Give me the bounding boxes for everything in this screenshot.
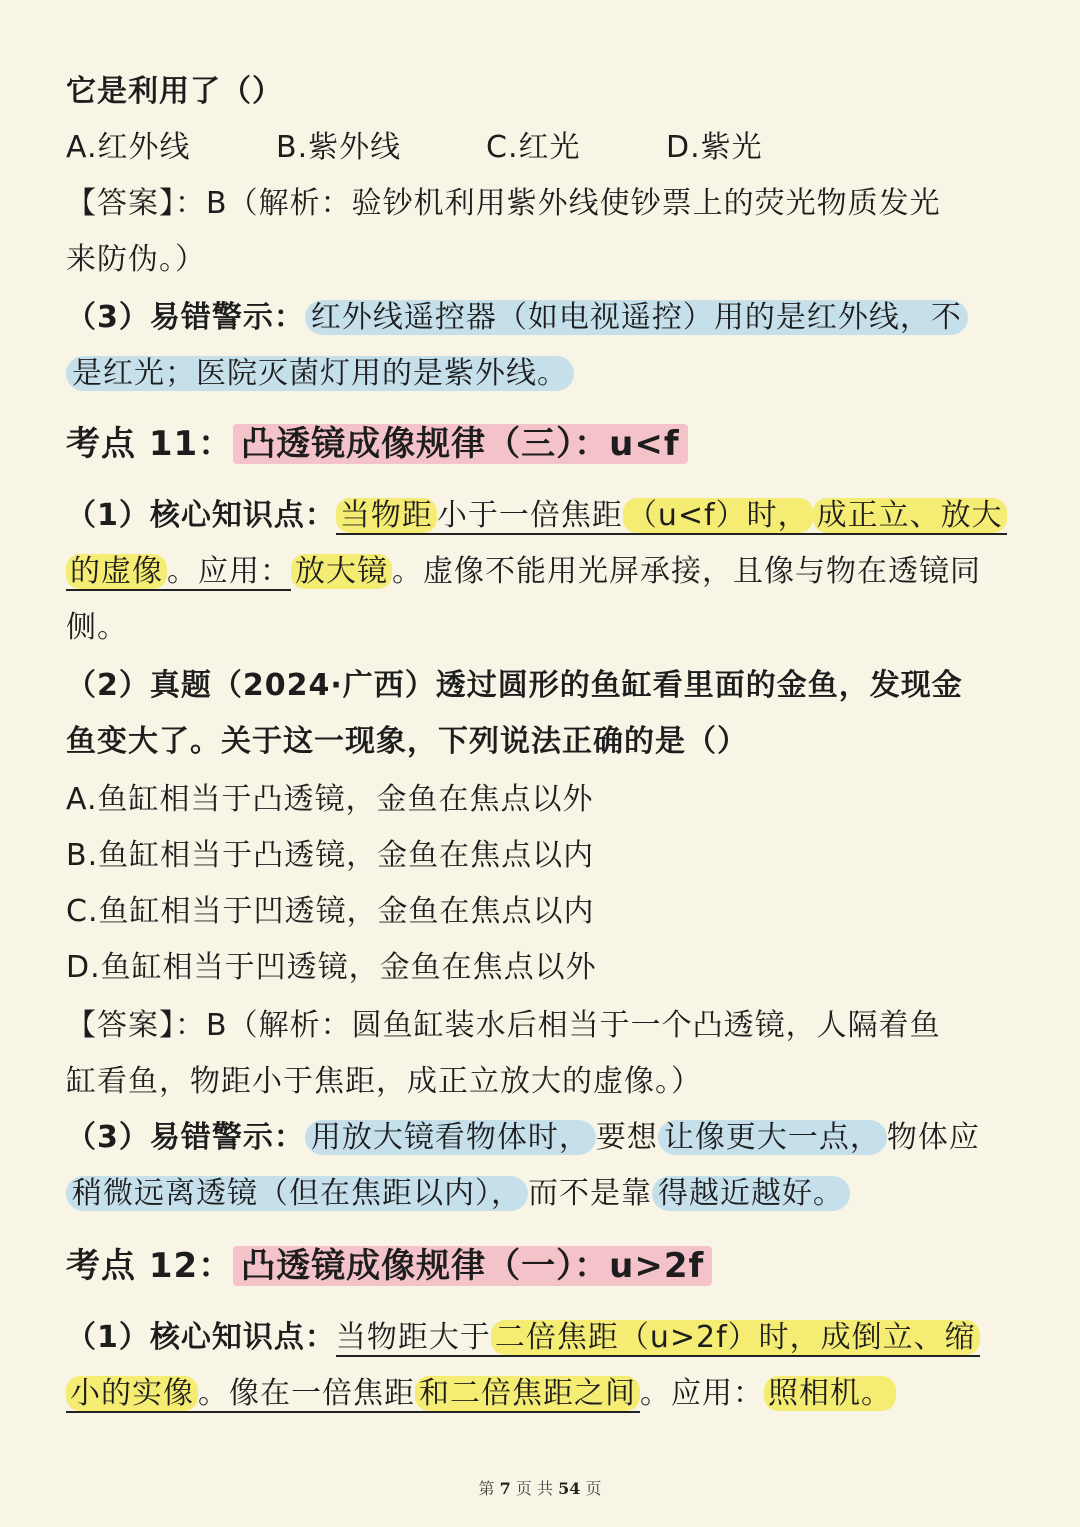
point11-option-c: C.鱼缸相当于凹透镜，金鱼在焦点以内 — [66, 894, 595, 929]
point12-heading — [66, 1246, 1016, 1286]
point12-core-label: （1）核心知识点： — [66, 1320, 336, 1355]
footer-suffix: 页 — [585, 1479, 602, 1498]
point11-core-part7: 放大镜 — [291, 554, 392, 589]
point11-core-part3: （u<f）时， — [623, 498, 813, 533]
point11-exam-line1: （2）真题（2024·广西）透过圆形的鱼缸看里面的金鱼，发现金 — [66, 668, 963, 703]
q1-option-b: B.紫外线 — [276, 130, 402, 165]
q1-options — [66, 128, 1016, 168]
point12-heading-title: 凸透镜成像规律（一）：u>2f — [233, 1246, 712, 1286]
point11-warning-line2 — [66, 1174, 1016, 1214]
point11-core-part5: 的虚像 — [66, 554, 167, 589]
point12-heading-prefix: 考点 12： — [66, 1246, 234, 1286]
q1-warning-line2 — [66, 354, 1016, 394]
point11-heading-prefix: 考点 11： — [66, 424, 234, 464]
q1-stem-end: 它是利用了（） — [66, 74, 283, 109]
point11-warning-highlight-4: 得越近越好。 — [652, 1176, 850, 1211]
point11-option-a: A.鱼缸相当于凸透镜，金鱼在焦点以外 — [66, 782, 594, 817]
q1-answer-line1: 【答案】：B（解析：验钞机利用紫外线使钞票上的荧光物质发光 — [66, 186, 941, 221]
footer-middle: 页 共 — [515, 1479, 553, 1498]
point11-exam-line2: 鱼变大了。关于这一现象，下列说法正确的是（） — [66, 724, 748, 759]
point12-core-part5: 和二倍焦距之间 — [415, 1376, 640, 1411]
point12-core-part3: 小的实像 — [66, 1376, 198, 1411]
point12-core-line2 — [66, 1374, 1016, 1414]
point11-warning-text-3: 而不是靠 — [528, 1176, 652, 1211]
point11-heading-title: 凸透镜成像规律（三）：u<f — [233, 424, 688, 464]
point11-warning-line1 — [66, 1118, 1016, 1158]
footer-prefix: 第 — [478, 1479, 495, 1498]
q1-option-a: A.红外线 — [66, 130, 191, 165]
point11-core-part6: 。应用： — [167, 554, 291, 589]
point12-core-part1: 当物距大于 — [335, 1320, 491, 1355]
q1-option-c: C.红光 — [486, 130, 581, 165]
point11-answer-line1: 【答案】：B（解析：圆鱼缸装水后相当于一个凸透镜，人隔着鱼 — [66, 1008, 941, 1043]
point11-core-line1 — [66, 496, 1016, 536]
point11-warning-text-2: 物体应 — [886, 1120, 980, 1155]
point11-option-b: B.鱼缸相当于凸透镜，金鱼在焦点以内 — [66, 838, 595, 873]
point11-warning-label: （3）易错警示： — [66, 1120, 305, 1155]
point11-option-d: D.鱼缸相当于凹透镜，金鱼在焦点以外 — [66, 950, 597, 985]
point11-core-label: （1）核心知识点： — [66, 498, 336, 533]
point11-warning-highlight-3: 稍微远离透镜（但在焦距以内）， — [66, 1176, 528, 1211]
point12-core-part4: 。像在一倍焦距 — [198, 1376, 415, 1411]
q1-warning-highlight-1: 红外线遥控器（如电视遥控）用的是红外线，不 — [305, 300, 968, 335]
footer-page-number: 7 — [499, 1479, 511, 1498]
q1-warning-line1 — [66, 298, 1016, 338]
q1-warning-highlight-2: 是红光；医院灭菌灯用的是紫外线。 — [66, 356, 574, 391]
page-footer — [0, 1476, 1080, 1499]
point11-warning-highlight-2: 让像更大一点， — [658, 1120, 887, 1155]
point11-core-part4: 成正立、放大 — [813, 498, 1007, 533]
q1-option-d: D.紫光 — [666, 130, 763, 165]
point11-answer-line2: 缸看鱼，物距小于焦距，成正立放大的虚像。） — [66, 1064, 702, 1099]
point12-core-line1 — [66, 1318, 1016, 1358]
q1-warning-label: （3）易错警示： — [66, 300, 305, 335]
point12-core-part2: 二倍焦距（u>2f）时，成倒立、缩 — [491, 1320, 980, 1355]
point11-core-part8: 。虚像不能用光屏承接，且像与物在透镜同 — [392, 554, 981, 589]
q1-answer-line2: 来防伪。） — [66, 242, 206, 277]
point11-warning-highlight-1: 用放大镜看物体时， — [305, 1120, 596, 1155]
point12-core-part7: 照相机。 — [764, 1376, 896, 1411]
footer-total-pages: 54 — [558, 1479, 581, 1498]
point11-core-line2 — [66, 552, 1016, 592]
point12-core-part6: 。应用： — [640, 1376, 764, 1411]
point11-core-part1: 当物距 — [336, 498, 437, 533]
point11-heading — [66, 424, 1016, 464]
point11-warning-text-1: 要想 — [595, 1120, 658, 1155]
point11-core-line3: 侧。 — [66, 610, 128, 645]
point11-core-part2: 小于一倍焦距 — [436, 498, 623, 533]
